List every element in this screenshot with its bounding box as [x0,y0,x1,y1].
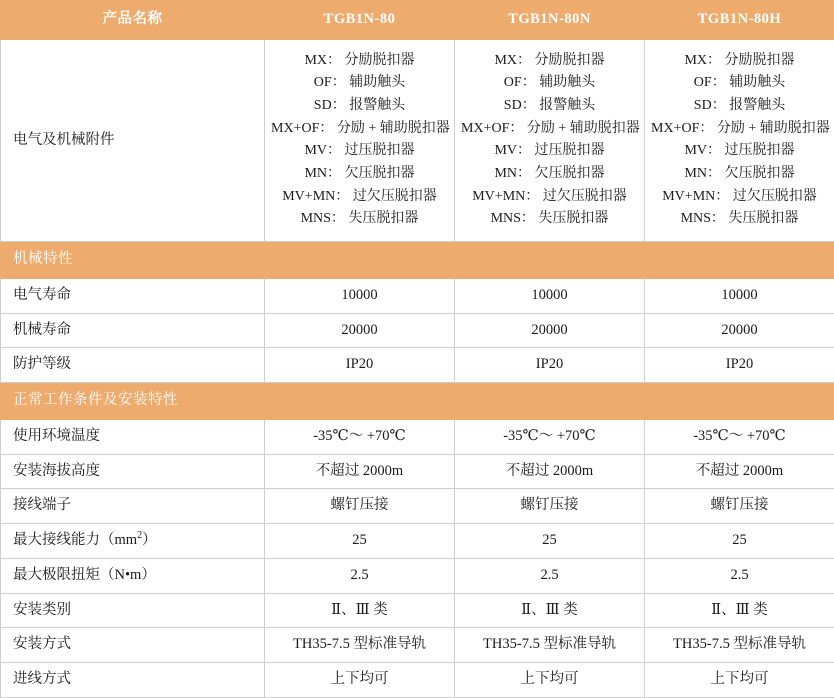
header-cell-model-3 [645,1,834,40]
row-label-installation-category [1,593,265,628]
row-value-ambient-temperature-1 [265,419,455,454]
cell-value: 10000 [645,279,834,313]
row-label-text: 进线方式 [1,663,264,697]
row-value-incoming-line-3 [645,663,834,698]
cell-value: 螺钉压接 [265,489,454,523]
accessories-line: OF： 辅助触头 [651,72,828,95]
row-value-max-torque-1 [265,558,455,593]
row-label-mechanical-life [1,313,265,348]
accessories-line: MV： 过压脱扣器 [271,140,448,163]
section-header-cell-operating-conditions [1,383,834,420]
cell-value: Ⅱ、Ⅲ 类 [455,594,644,628]
cell-value: 不超过 2000m [645,455,834,489]
section-title-operating-conditions: 正常工作条件及安装特性 [1,383,834,419]
row-value-mechanical-life-1 [265,313,455,348]
header-cell-model-1 [265,1,455,40]
row-value-electrical-life-3 [645,278,834,313]
row-value-mounting-method-1 [265,628,455,663]
row-value-ambient-temperature-3 [645,419,834,454]
row-value-protection-grade-2 [455,348,645,383]
cell-value: 不超过 2000m [455,455,644,489]
row-value-max-wire-capacity-1 [265,524,455,559]
row-value-ambient-temperature-2 [455,419,645,454]
table-row [1,278,834,313]
cell-value: -35℃～ +70℃ [455,420,644,454]
table-row [1,313,834,348]
accessories-line: SD： 报警触头 [651,95,828,118]
accessories-value-1 [265,39,455,241]
cell-value: 10000 [265,279,454,313]
cell-value: -35℃～ +70℃ [645,420,834,454]
cell-value: 不超过 2000m [265,455,454,489]
cell-value: 25 [265,524,454,558]
accessories-line: OF： 辅助触头 [461,72,638,95]
header-label-model-2: TGB1N-80N [455,1,644,39]
accessories-line: MX： 分励脱扣器 [271,50,448,73]
row-value-max-wire-capacity-2 [455,524,645,559]
header-cell-model-2 [455,1,645,40]
table-row [1,558,834,593]
row-value-mechanical-life-3 [645,313,834,348]
cell-value: IP20 [455,348,644,382]
row-value-incoming-line-1 [265,663,455,698]
row-value-mounting-method-3 [645,628,834,663]
row-label-max-torque [1,558,265,593]
section-title-mechanical: 机械特性 [1,242,834,278]
row-label-text: 安装类别 [1,594,264,628]
accessories-value-2 [455,39,645,241]
cell-value: 螺钉压接 [645,489,834,523]
row-label-text: 安装海拔高度 [1,455,264,489]
accessories-line: MNS： 失压脱扣器 [271,208,448,231]
cell-value: 20000 [645,314,834,348]
accessories-list-1 [265,40,454,241]
accessories-line: MV+MN： 过欠压脱扣器 [461,186,638,209]
accessories-line: MNS： 失压脱扣器 [461,208,638,231]
cell-value: 螺钉压接 [455,489,644,523]
table-row [1,348,834,383]
row-label-text: 电气寿命 [1,279,264,313]
accessories-line: SD： 报警触头 [461,95,638,118]
row-value-electrical-life-1 [265,278,455,313]
accessories-line: MV+MN： 过欠压脱扣器 [651,186,828,209]
row-label-electrical-life [1,278,265,313]
row-value-installation-category-1 [265,593,455,628]
cell-value: IP20 [265,348,454,382]
cell-value: 20000 [265,314,454,348]
row-value-mounting-method-2 [455,628,645,663]
cell-value: Ⅱ、Ⅲ 类 [265,594,454,628]
accessories-list-3 [645,40,834,241]
accessories-line: MN： 欠压脱扣器 [651,163,828,186]
table-header-row [1,1,834,40]
row-value-installation-category-2 [455,593,645,628]
accessories-line: MN： 欠压脱扣器 [461,163,638,186]
table-row [1,489,834,524]
cell-value: TH35-7.5 型标准导轨 [265,628,454,662]
row-value-incoming-line-2 [455,663,645,698]
cell-value: IP20 [645,348,834,382]
accessories-line: OF： 辅助触头 [271,72,448,95]
cell-value: 2.5 [645,559,834,593]
cell-value: -35℃～ +70℃ [265,420,454,454]
row-label-ambient-temperature [1,419,265,454]
header-label-product-name: 产品名称 [1,1,264,39]
row-label-text: 最大极限扭矩（N•m） [1,559,264,593]
row-value-mechanical-life-2 [455,313,645,348]
row-value-protection-grade-1 [265,348,455,383]
row-value-altitude-3 [645,454,834,489]
cell-value: TH35-7.5 型标准导轨 [455,628,644,662]
cell-value: 25 [645,524,834,558]
header-label-model-3: TGB1N-80H [645,1,834,39]
table-row-accessories [1,39,834,241]
cell-value: 2.5 [265,559,454,593]
row-label-text: 机械寿命 [1,314,264,348]
cell-value: 20000 [455,314,644,348]
accessories-line: MX： 分励脱扣器 [651,50,828,73]
section-header-cell-mechanical [1,242,834,279]
header-label-model-1: TGB1N-80 [265,1,454,39]
row-value-terminal-3 [645,489,834,524]
accessories-line: MN： 欠压脱扣器 [271,163,448,186]
section-header-mechanical [1,242,834,279]
accessories-list-2 [455,40,644,241]
row-label-max-wire-capacity [1,524,265,559]
cell-value: TH35-7.5 型标准导轨 [645,628,834,662]
accessories-line: MX+OF： 分励 + 辅助脱扣器 [651,118,828,141]
row-value-max-torque-3 [645,558,834,593]
row-value-max-torque-2 [455,558,645,593]
cell-value: 10000 [455,279,644,313]
row-value-altitude-1 [265,454,455,489]
cell-value: Ⅱ、Ⅲ 类 [645,594,834,628]
accessories-line: MV： 过压脱扣器 [651,140,828,163]
table-row [1,663,834,698]
row-label-text: 接线端子 [1,489,264,523]
accessories-line: MV+MN： 过欠压脱扣器 [271,186,448,209]
row-value-terminal-2 [455,489,645,524]
accessories-value-3 [645,39,834,241]
table-row [1,593,834,628]
row-label-altitude [1,454,265,489]
cell-value: 上下均可 [455,663,644,697]
row-value-altitude-2 [455,454,645,489]
row-value-electrical-life-2 [455,278,645,313]
row-label-protection-grade [1,348,265,383]
row-label-incoming-line [1,663,265,698]
row-label-terminal [1,489,265,524]
row-value-terminal-1 [265,489,455,524]
accessories-label: 电气及机械附件 [1,124,264,158]
accessories-line: MV： 过压脱扣器 [461,140,638,163]
cell-value: 25 [455,524,644,558]
row-label-text: 最大接线能力$(mm^2)$ [1,524,264,558]
table-row [1,419,834,454]
header-cell-product-name [1,1,265,40]
accessories-line: MNS： 失压脱扣器 [651,208,828,231]
accessories-line: MX： 分励脱扣器 [461,50,638,73]
accessories-line: MX+OF： 分励 + 辅助脱扣器 [271,118,448,141]
accessories-line: SD： 报警触头 [271,95,448,118]
table-row [1,454,834,489]
spec-table-body [1,1,834,698]
section-header-operating-conditions [1,383,834,420]
cell-value: 2.5 [455,559,644,593]
cell-value: 上下均可 [265,663,454,697]
row-value-installation-category-3 [645,593,834,628]
row-label-text: 使用环境温度 [1,420,264,454]
row-label-text: 防护等级 [1,348,264,382]
row-value-protection-grade-3 [645,348,834,383]
accessories-line: MX+OF： 分励 + 辅助脱扣器 [461,118,638,141]
table-row [1,524,834,559]
row-label-mounting-method [1,628,265,663]
row-value-max-wire-capacity-3 [645,524,834,559]
row-label-accessories [1,39,265,241]
row-label-text: 安装方式 [1,628,264,662]
table-row [1,628,834,663]
cell-value: 上下均可 [645,663,834,697]
